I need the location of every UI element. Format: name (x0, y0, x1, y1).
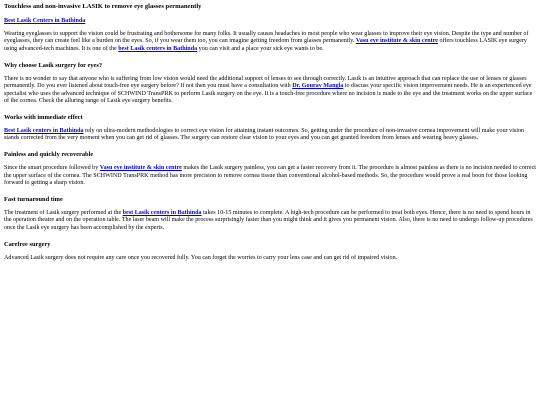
link-best-lasik-centers-immediate[interactable]: Best Lasik centers in Bathinda (4, 127, 84, 134)
carefree-text-1: Advanced Lasik surgery does not require any care once you recovered fully. You can forget the worries to carry your lens case and can get rid of impaired vision. (4, 254, 398, 261)
link-best-lasik-centers-turnaround[interactable]: best Lasik centers in Bathinda (122, 209, 202, 216)
intro-text-1: Wearing eyeglasses to support the vision could be frustrating and bothersome for many folks. It usually causes headaches to most people who wear glasses to improve their eye vision. Despite the type and number of eyeglasses, they can create feel like a burden on the eyes. So, if you wear them too, you can imagine getting freedom from glasses permanently. (4, 31, 529, 45)
link-best-lasik-centers-top[interactable]: Best Lasik Centers in Bathinda (4, 18, 86, 24)
immediate-effect-paragraph (4, 128, 536, 143)
fast-turnaround-paragraph (4, 210, 536, 232)
section-heading-fast-turnaround: Fast turnaround time (4, 195, 63, 203)
fast-turnaround-text-2: takes 10-15 minutes to complete. A high-tech procedure can be performed to treat both eyes. Hence, there is no need to spend hours in the operation theatre and on the operation table. The laser beam will make the process surprisingly faster than you might think and it gives you permanent vision. Also, there is no need to undergo follow-up procedures once the Lasik eye surgery has been accomplished by the experts. (4, 209, 533, 231)
why-choose-text-2: to discuss your specific vision improvement needs. He is an experienced eye specialist who uses the advanced technique of SCHWIND TransPRK to perform Lasik surgery on the eye. It is a touch-free procedure where no incision is made to the eye and the treatment works on the upper surface of the cornea. Check the alluring range of Lasik eye surgery benefits. (4, 83, 533, 104)
immediate-effect-text-1: rely on ultra-modern methodologies to correct eye vision for attaining instant outcomes. So, getting under the procedure of non-invasive cornea improvement will make your vision stands corrected from the very moment when you can get rid of glasses. The surgery can restore clear vision to your eyes and you can get granted freedom from lenses and wearing heavy glasses. (4, 127, 525, 142)
section-heading-why-choose: Why choose Lasik surgery for eyes? (4, 61, 103, 69)
intro-paragraph (4, 31, 536, 53)
carefree-paragraph (4, 255, 536, 262)
intro-text-2: offers touchless LASIK eye surgery using advanced-tech machines. It is one of the (4, 38, 527, 52)
why-choose-text-1: There is no wonder to say that anyone who is suffering from low vision would need the additional support of lenses to see through correctly. Lasik is an intuitive approach that can replace the use of lenses or glasses permanently. Do you ever listened about touch-free eye surgery before? If not then you must have a consultation with (4, 75, 527, 90)
painless-text-2: makes the Lasik surgery painless, you can get a faster recovery from it. The procedure is almost painless as there is no incision needed to correct the upper surface of the cornea. The SCHWIND TransPRK method has more precision to remove cornea tissue than conventional alcohol-based methods. So, the procedure would prove a real boon for those looking forward to getting a sharp vision. (4, 165, 537, 186)
link-best-lasik-centers-intro[interactable]: best Lasik centers in Bathinda (118, 45, 198, 52)
intro-text-3: you can visit and a place your sick eye wants to be. (197, 45, 324, 52)
link-vasu-eye-institute-intro[interactable]: Vasu eye institute & skin centre (355, 38, 439, 45)
page-title: Touchless and non-invasive LASIK to remove eye glasses permanently (4, 3, 202, 10)
section-heading-immediate-effect: Works with immediate effect (4, 113, 83, 121)
link-dr-gourav-mangla[interactable]: Dr. Gourav Mangla (292, 83, 344, 90)
section-heading-painless: Painless and quickly recoverable (4, 151, 94, 159)
top-link-heading (4, 17, 536, 25)
link-vasu-eye-institute-painless[interactable]: Vasu eye institute & skin centre (99, 165, 182, 172)
fast-turnaround-text-1: The treatment of Lasik surgery performed at the (4, 209, 123, 216)
why-choose-paragraph (4, 76, 536, 106)
section-heading-carefree: Carefree surgery (4, 240, 51, 248)
painless-text-1: Since the smart procedure followed by (4, 165, 100, 172)
painless-paragraph (4, 165, 536, 187)
